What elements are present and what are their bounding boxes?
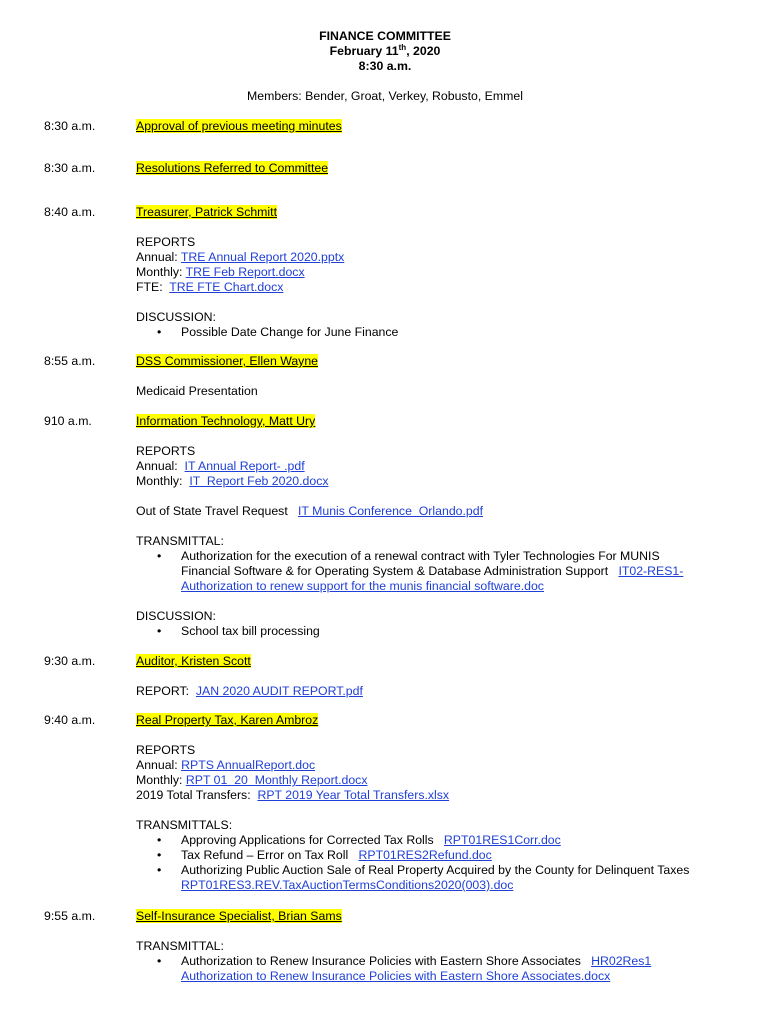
agenda-time: 8:30 a.m. (44, 161, 96, 175)
transmittal-text: Financial Software & for Operating System & Database Administration Support (181, 564, 619, 578)
annual-report-row (136, 758, 736, 773)
discussion-bullet: • Possible Date Change for June Finance (136, 325, 736, 340)
transmittal-link[interactable]: IT02-RES1- (618, 564, 684, 578)
date-suffix: , 2020 (406, 44, 441, 58)
page-title: FINANCE COMMITTEE (319, 29, 451, 43)
transmittals-heading: TRANSMITTALS: (136, 818, 233, 832)
monthly-report-link[interactable]: RPT 01 20 Monthly Report.docx (185, 773, 368, 787)
agenda-item-title: Resolutions Referred to Committee (136, 161, 329, 175)
agenda-item-treasurer (136, 205, 736, 340)
agenda-item-minutes (136, 119, 736, 134)
transmittal-bullet (136, 833, 736, 848)
annual-report-row (136, 250, 736, 265)
travel-request-link[interactable]: IT Munis Conference Orlando.pdf (298, 504, 484, 518)
transmittal-text: Approving Applications for Corrected Tax Rolls (181, 833, 444, 847)
transmittal-bullet (136, 863, 736, 893)
reports-heading: REPORTS (136, 743, 196, 757)
total-transfers-link[interactable]: RPT 2019 Year Total Transfers.xlsx (257, 788, 450, 802)
agenda-item-title: Information Technology, Matt Ury (136, 414, 316, 428)
discussion-heading: DISCUSSION: (136, 609, 216, 623)
total-transfers-row (136, 788, 736, 803)
annual-report-link[interactable]: IT Annual Report- .pdf (184, 459, 305, 473)
annual-report-link[interactable]: TRE Annual Report 2020.pptx (180, 250, 345, 264)
reports-heading: REPORTS (136, 235, 196, 249)
transmittal-link[interactable]: RPT01RES3.REV.TaxAuctionTermsConditions2020(003).doc (181, 878, 514, 892)
annual-report-row (136, 459, 736, 474)
monthly-report-row (136, 474, 736, 489)
agenda-item-it (136, 414, 736, 639)
transmittal-link[interactable]: RPT01RES1Corr.doc (443, 833, 561, 847)
audit-report-row (136, 684, 736, 699)
agenda-time: 8:40 a.m. (44, 205, 96, 219)
monthly-label: Monthly: (136, 773, 186, 787)
annual-label: Annual: (136, 459, 185, 473)
agenda-time: 9:55 a.m. (44, 909, 96, 923)
agenda-time: 910 a.m. (44, 414, 92, 428)
fte-row (136, 280, 736, 295)
agenda-item-resolutions (136, 161, 736, 176)
agenda-item-title: Treasurer, Patrick Schmitt (136, 205, 277, 219)
agenda-time: 9:30 a.m. (44, 654, 96, 668)
transmittal-text-line2 (181, 564, 736, 579)
transmittal-heading: TRANSMITTAL: (136, 939, 224, 953)
fte-chart-link[interactable]: TRE FTE Chart.docx (169, 280, 284, 294)
agenda-item-dss (136, 354, 736, 399)
annual-report-link[interactable]: RPTS AnnualReport.doc (181, 758, 316, 772)
transmittal-bullet (136, 954, 736, 984)
monthly-report-row (136, 773, 736, 788)
meeting-date (0, 44, 770, 59)
date-prefix: February 11 (329, 44, 399, 58)
agenda-time: 9:40 a.m. (44, 713, 96, 727)
agenda-time: 8:30 a.m. (44, 119, 96, 133)
agenda-item-real-property-tax (136, 713, 736, 893)
presentation-note: Medicaid Presentation (136, 384, 258, 398)
report-label: REPORT: (136, 684, 196, 698)
fte-label: FTE: (136, 280, 170, 294)
meeting-time: 8:30 a.m. (358, 59, 412, 73)
transmittal-link[interactable]: HR02Res1 (591, 954, 652, 968)
transmittal-bullet (136, 549, 736, 594)
annual-label: Annual: (136, 250, 181, 264)
transmittal-text-line1: • Authorization for the execution of a renewal contract with Tyler Technologies For MUNIS (181, 549, 660, 563)
monthly-label: Monthly: (136, 474, 190, 488)
agenda-item-title: Approval of previous meeting minutes (136, 119, 342, 133)
transmittal-text: Tax Refund – Error on Tax Roll (181, 848, 359, 862)
audit-report-link[interactable]: JAN 2020 AUDIT REPORT.pdf (195, 684, 363, 698)
date-superscript: th (398, 42, 407, 52)
agenda-item-title: DSS Commissioner, Ellen Wayne (136, 354, 319, 368)
transmittal-link-continued[interactable]: Authorization to Renew Insurance Policies with Eastern Shore Associates.docx (181, 969, 611, 983)
agenda-item-auditor (136, 654, 736, 699)
agenda-item-title: Self-Insurance Specialist, Brian Sams (136, 909, 342, 923)
monthly-report-link[interactable]: IT Report Feb 2020.docx (189, 474, 329, 488)
transmittal-text: • Authorizing Public Auction Sale of Real Property Acquired by the County for Delinquent Taxes (181, 863, 690, 877)
agenda-item-title: Auditor, Kristen Scott (136, 654, 251, 668)
travel-request-row (136, 504, 736, 519)
annual-label: Annual: (136, 758, 182, 772)
agenda-time: 8:55 a.m. (44, 354, 96, 368)
transmittal-link-continued[interactable]: Authorization to renew support for the munis financial software.doc (181, 579, 544, 593)
transmittal-text: Authorization to Renew Insurance Policies with Eastern Shore Associates (181, 954, 592, 968)
transmittal-bullet (136, 848, 736, 863)
travel-label: Out of State Travel Request (136, 504, 298, 518)
transmittal-heading: TRANSMITTAL: (136, 534, 224, 548)
monthly-report-row (136, 265, 736, 280)
monthly-report-link[interactable]: TRE Feb Report.docx (185, 265, 305, 279)
discussion-heading: DISCUSSION: (136, 310, 216, 324)
transfers-label: 2019 Total Transfers: (136, 788, 258, 802)
reports-heading: REPORTS (136, 444, 196, 458)
agenda-item-title: Real Property Tax, Karen Ambroz (136, 713, 319, 727)
members-list: Members: Bender, Groat, Verkey, Robusto, Emmel (247, 89, 523, 103)
agenda-item-self-insurance (136, 909, 736, 984)
transmittal-link[interactable]: RPT01RES2Refund.doc (358, 848, 492, 862)
monthly-label: Monthly: (136, 265, 186, 279)
discussion-bullet: • School tax bill processing (136, 624, 736, 639)
